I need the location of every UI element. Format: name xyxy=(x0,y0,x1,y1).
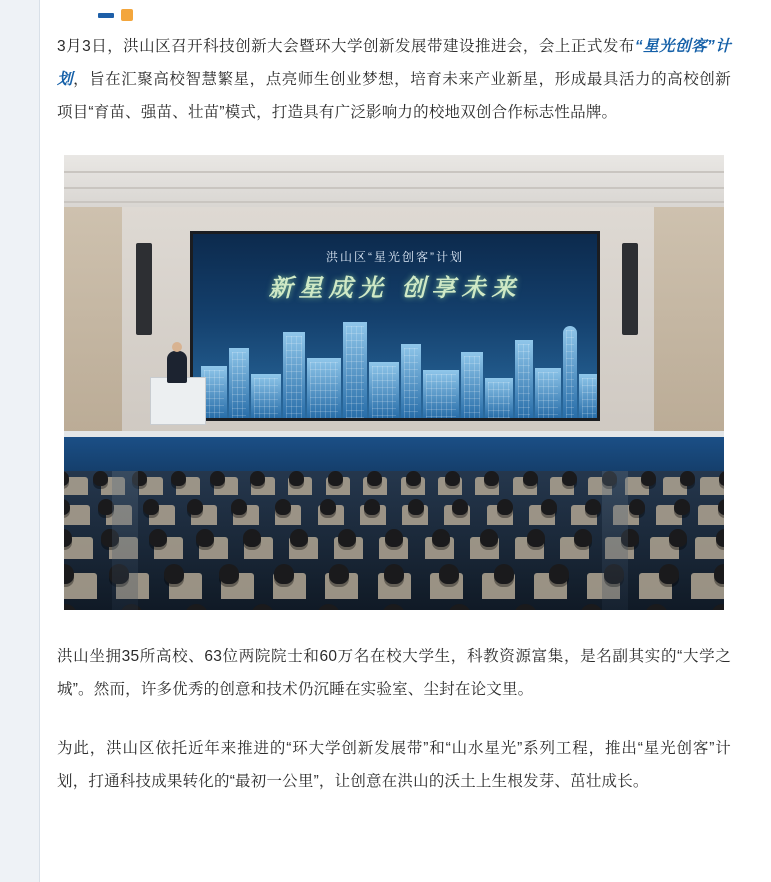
paragraph-1-highlight: “星光创客”计划 xyxy=(57,38,731,88)
paragraph-2: 洪山坐拥35所高校、63位两院院士和60万名在校大学生，科教资源富集，是名副其实的“大学之城”。然而，许多优秀的创意和技术仍沉睡在实验室、尘封在论文里。 xyxy=(57,648,731,698)
podium xyxy=(150,377,206,425)
screen-slogan-text: 新星成光 创享未来 xyxy=(268,275,522,302)
wall-panel-left xyxy=(64,207,122,437)
conference-photo-figure xyxy=(64,155,724,610)
ceiling xyxy=(64,155,724,207)
wall-panel-right xyxy=(654,207,724,437)
screen-title-text: 洪山区“星光创客”计划 xyxy=(326,250,464,264)
conference-photo xyxy=(64,155,724,610)
speaker-at-podium xyxy=(167,351,187,383)
loudspeaker-right xyxy=(622,243,638,335)
paragraph-1-run-3: ，旨在汇聚高校智慧繁星，点亮师生创业梦想，培育未来产业新星，形成最具活力的高校创新项目“育苗、强苗、壮苗”模式，打造具有广泛影响力的校地双创合作标志性品牌。 xyxy=(57,71,732,121)
paragraph-1 xyxy=(57,30,731,129)
aisle-right xyxy=(602,471,628,610)
aisle-left xyxy=(112,471,138,610)
stage-floor xyxy=(64,437,724,475)
led-stage-screen xyxy=(190,231,600,421)
loudspeaker-left xyxy=(136,243,152,335)
paragraph-3: 为此，洪山区依托近年来推进的“环大学创新发展带”和“山水星光”系列工程，推出“星光创客”计划，打通科技成果转化的“最初一公里”，让创意在洪山的沃土上生根发芽、茁壮成长。 xyxy=(57,740,731,790)
screen-skyline-graphic xyxy=(193,308,597,418)
paragraph-1-run-1: 3月3日，洪山区召开科技创新大会暨环大学创新发展带建设推进会，会上正式发布 xyxy=(57,38,635,55)
